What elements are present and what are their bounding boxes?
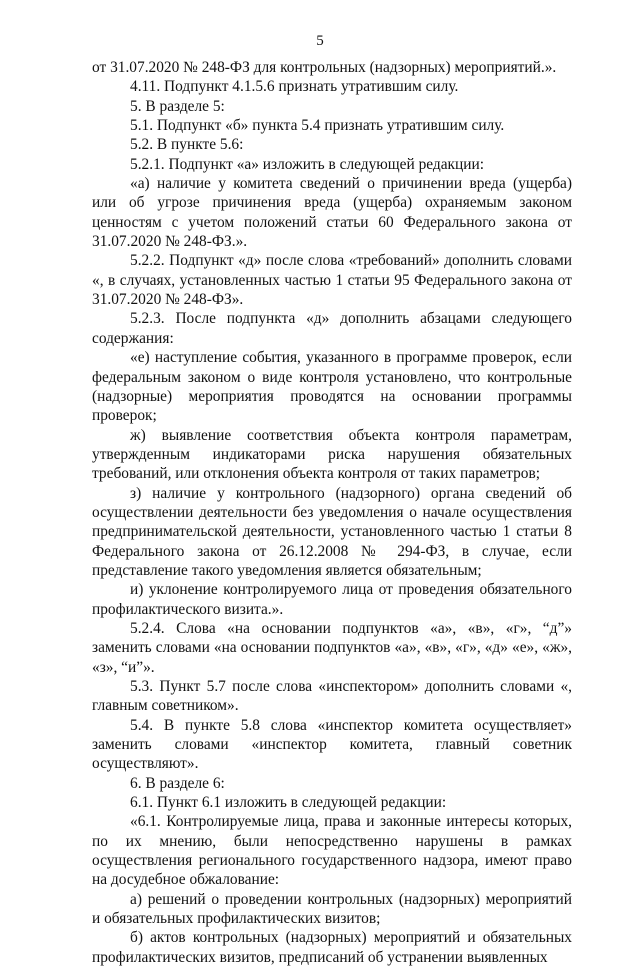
document-body bbox=[92, 58, 572, 967]
paragraph: 5.1. Подпункт «б» пункта 5.4 признать утратившим силу. bbox=[130, 117, 505, 135]
paragraph: 5.3. Пункт 5.7 после слова «инспектором» дополнить словами «, главным советником». bbox=[92, 678, 572, 715]
paragraph: а) решений о проведении контрольных (надзорных) мероприятий и обязательных профилактических визитов; bbox=[92, 890, 572, 928]
paragraph: 5. В разделе 5: bbox=[130, 97, 225, 115]
paragraph: 4.11. Подпункт 4.1.5.6 признать утратившим силу. bbox=[130, 78, 459, 96]
paragraph: «а) наличие у комитета сведений о причинении вреда (ущерба) или об угрозе причинения вреда (ущерба) охраняемым законом ценностям с учетом положений статьи 60 Федерального закона от 31.07.2020 № 248-ФЗ.». bbox=[92, 175, 572, 251]
paragraph: 5.4. В пункте 5.8 слова «инспектор комитета осуществляет» заменить словами «инспектор комитета, главный советник осуществляют». bbox=[92, 716, 572, 773]
paragraph: ж) выявление соответствия объекта контроля параметрам, утвержденным индикаторами риска нарушения обязательных требований, или отклонения объекта контроля от таких параметров; bbox=[92, 426, 572, 483]
paragraph: з) наличие у контрольного (надзорного) органа сведений об осуществлении деятельности без уведомления о начале осуществления предпринимательской деятельности, установленного частью 1 статьи 8 Федерального закона от 26.12.2008 № 294-ФЗ, в случае, если представление такого уведомления является обязательным; bbox=[92, 484, 572, 579]
paragraph: 5.2.1. Подпункт «а» изложить в следующей редакции: bbox=[130, 155, 485, 173]
paragraph: «е) наступление события, указанного в программе проверок, если федеральным законом о виде контроля установлено, что контрольные (надзорные) мероприятия проводятся на основании программы проверок; bbox=[92, 349, 572, 425]
paragraph: «6.1. Контролируемые лица, права и законные интересы которых, по их мнению, были непосредственно нарушены в рамках осуществления регионального государственного надзора, имеют право на досудебное обжалование: bbox=[92, 813, 572, 889]
page-number: 5 bbox=[316, 33, 324, 49]
paragraph: 5.2. В пункте 5.6: bbox=[130, 136, 244, 154]
paragraph: 5.2.2. Подпункт «д» после слова «требований» дополнить словами «, в случаях, установленных частью 1 статьи 95 Федерального закона от 31.07.2020 № 248-ФЗ». bbox=[92, 252, 572, 309]
paragraph: б) актов контрольных (надзорных) мероприятий и обязательных профилактических визитов, предписаний об устранении выявленных bbox=[92, 929, 572, 966]
paragraph: и) уклонение контролируемого лица от проведения обязательного профилактического визита.». bbox=[92, 581, 572, 618]
paragraph: 5.2.3. После подпункта «д» дополнить абзацами следующего содержания: bbox=[92, 310, 572, 347]
paragraph: 6. В разделе 6: bbox=[130, 774, 225, 792]
paragraph: от 31.07.2020 № 248-ФЗ для контрольных (надзорных) мероприятий.». bbox=[92, 59, 557, 76]
paragraph: 6.1. Пункт 6.1 изложить в следующей редакции: bbox=[130, 794, 447, 812]
paragraph: 5.2.4. Слова «на основании подпунктов «а», «в», «г», “д”» заменить словами «на основании подпунктов «а», «в», «г», «д» «е», «ж», «з», “и”». bbox=[92, 619, 572, 676]
